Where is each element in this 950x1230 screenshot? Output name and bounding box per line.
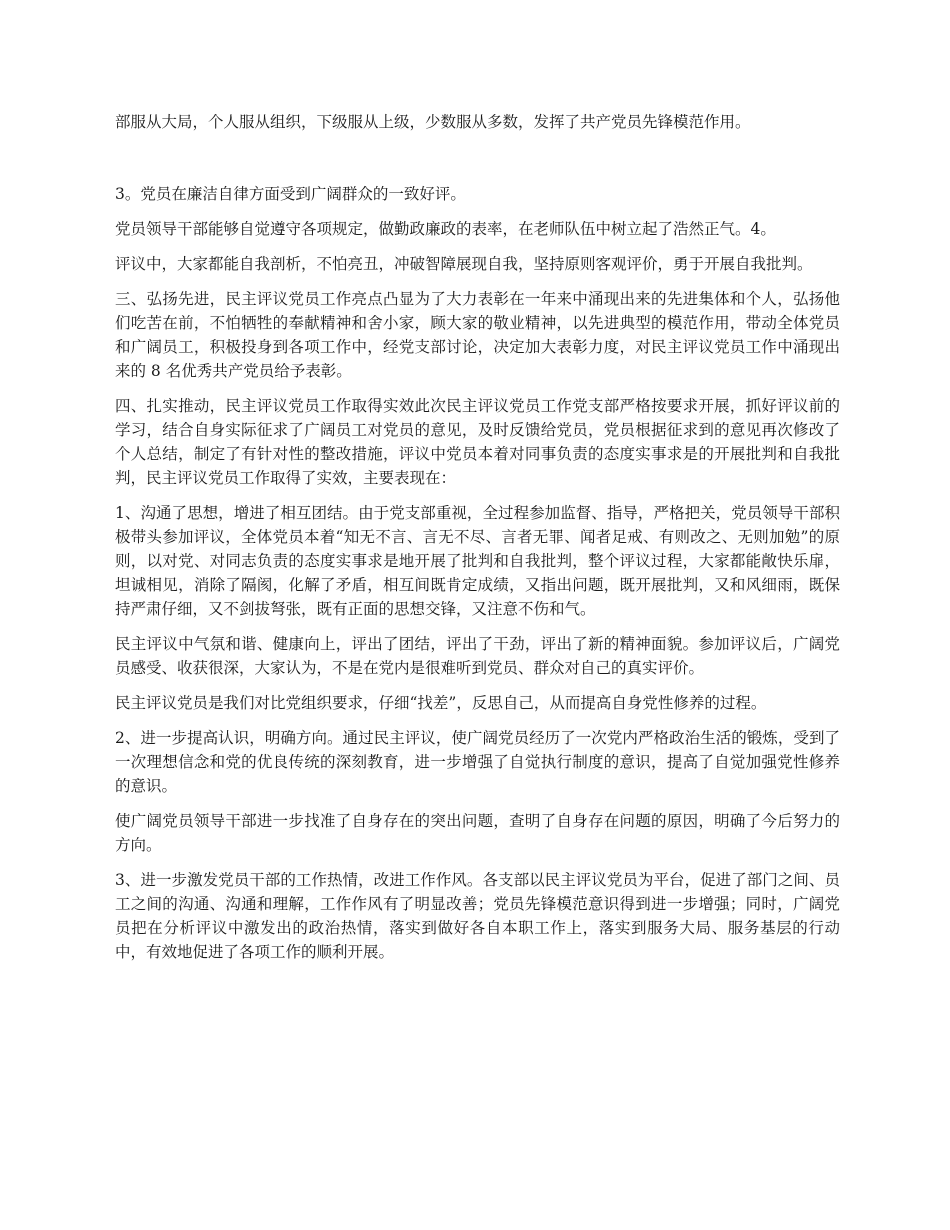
paragraph: 1、沟通了思想，增进了相互团结。由于党支部重视，全过程参加监督、指导，严格把关，党员领导干部积极带头参加评议，全体党员本着“知无不言、言无不尽、言者无罪、闻者足戒、有则改之、无则加勉”的原则，以对党、对同志负责的态度实事求是地开展了批判和自我批判，整个评议过程，大家都能敞快乐扉，坦诚相见，消除了隔阂，化解了矛盾，相互间既肯定成绩，又指出问题，既开展批判，又和风细雨，既保持严肃仔细，又不剑拔弩张，既有正面的思想交锋，又注意不伤和气。 xyxy=(115,504,840,618)
paragraph: 3。党员在廉洁自律方面受到广阔群众的一致好评。 xyxy=(115,185,466,203)
paragraph: 党员领导干部能够自觉遵守各项规定，做勤政廉政的表率，在老师队伍中树立起了浩然正气。4。 xyxy=(115,220,776,238)
paragraph: 民主评议党员是我们对比党组织要求，仔细“找差”，反思自己，从而提高自身党性修养的过程。 xyxy=(115,694,767,712)
paragraph: 2、进一步提高认识，明确方向。通过民主评议，使广阔党员经历了一次党内严格政治生活的锻炼，受到了一次理想信念和党的优良传统的深刻教育，进一步增强了自觉执行制度的意识，提高了自觉加强党性修养的意识。 xyxy=(115,729,840,795)
paragraph: 使广阔党员领导干部进一步找准了自身存在的突出问题，查明了自身存在问题的原因，明确了今后努力的方向。 xyxy=(115,812,840,854)
paragraph: 部服从大局，个人服从组织，下级服从上级，少数服从多数，发挥了共产党员先锋模范作用。 xyxy=(115,113,751,131)
paragraph: 3、进一步激发党员干部的工作热情，改进工作作风。各支部以民主评议党员为平台，促进了部门之间、员工之间的沟通、沟通和理解，工作作风有了明显改善；党员先锋模范意识得到进一步增强；同时，广阔党员把在分析评议中激发出的政治热情，落实到做好各自本职工作上，落实到服务大局、服务基层的行动中，有效地促进了各项工作的顺利开展。 xyxy=(115,871,840,961)
document-body xyxy=(115,110,840,975)
paragraph: 评议中，大家都能自我剖析，不怕亮丑，冲破智障展现自我，坚持原则客观评价，勇于开展自我批判。 xyxy=(115,255,813,273)
paragraph: 民主评议中气氛和谐、健康向上，评出了团结，评出了干劲，评出了新的精神面貌。参加评议后，广阔党员感受、收获很深，大家认为，不是在党内是很难听到党员、群众对自己的真实评价。 xyxy=(115,635,840,677)
paragraph: 三、弘扬先进，民主评议党员工作亮点凸显为了大力表彰在一年来中涌现出来的先进集体和个人，弘扬他们吃苦在前，不怕牺牲的奉献精神和舍小家，顾大家的敬业精神，以先进典型的模范作用，带动全体党员和广阔员工，积极投身到各项工作中，经党支部讨论，决定加大表彰力度，对民主评议党员工作中涌现出来的 8 名优秀共产党员给予表彰。 xyxy=(115,290,840,380)
paragraph: 四、扎实推动，民主评议党员工作取得实效此次民主评议党员工作党支部严格按要求开展，抓好评议前的学习，结合自身实际征求了广阔员工对党员的意见，及时反馈给党员，党员根据征求到的意见再次修改了个人总结，制定了有针对性的整改措施，评议中党员本着对同事负责的态度实事求是的开展批判和自我批判，民主评议党员工作取得了实效，主要表现在： xyxy=(115,397,840,487)
